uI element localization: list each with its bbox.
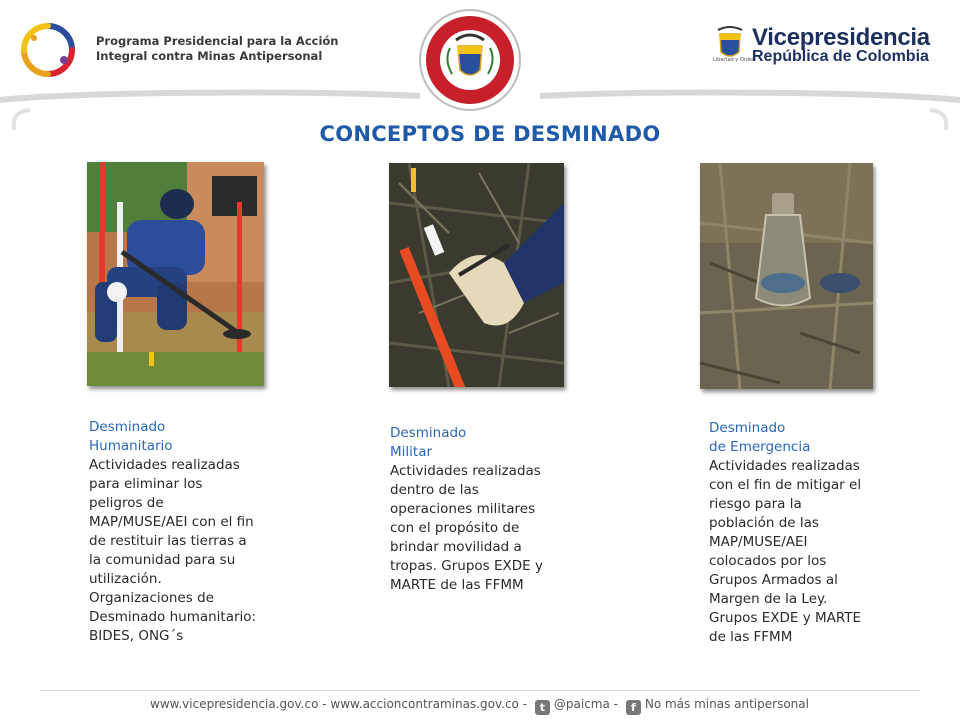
- program-line-1: Programa Presidencial para la Acción: [96, 34, 339, 48]
- twitter-icon[interactable]: t: [535, 700, 550, 715]
- colombia-seal-icon: [418, 8, 522, 112]
- footer-divider: [40, 690, 920, 691]
- footer: [150, 697, 809, 715]
- footer-link-vicepresidencia[interactable]: www.vicepresidencia.gov.co: [150, 697, 319, 711]
- column-title-line2: Humanitario: [89, 438, 173, 454]
- column-title-line1: Desminado: [390, 425, 467, 441]
- vice-subtitle: República de Colombia: [752, 48, 929, 65]
- column-title-line1: Desminado: [709, 420, 786, 436]
- column-emergency: [709, 419, 871, 647]
- vice-motto: Libertad y Orden: [713, 57, 756, 63]
- footer-separator: -: [322, 697, 327, 711]
- facebook-icon[interactable]: f: [626, 700, 641, 715]
- photo-military-demining: [389, 163, 564, 387]
- vice-title: Vicepresidencia: [752, 24, 930, 51]
- column-body: Actividades realizadas dentro de las operaciones militares con el propósito de brindar movilidad a tropas. Grupos EXDE y MARTE de las FFMM: [390, 463, 543, 593]
- footer-facebook-page[interactable]: No más minas antipersonal: [644, 697, 809, 711]
- column-humanitarian: [89, 418, 259, 646]
- column-body: Actividades realizadas con el fin de mitigar el riesgo para la población de las MAP/MUSE/AEI colocados por los Grupos Armados al Margen de la Ley. Grupos EXDE y MARTE de las FFMM: [709, 458, 862, 645]
- photo-humanitarian-demining: [87, 162, 264, 386]
- footer-link-accioncontraminas[interactable]: www.accioncontraminas.gov.co: [330, 697, 519, 711]
- column-title-line2: Militar: [390, 444, 433, 460]
- column-body: Actividades realizadas para eliminar los peligros de MAP/MUSE/AEI con el fin de restituir las tierras a la comunidad para su utilización. Organizaciones de Desminado humanitario: BIDES, ONG´s: [89, 457, 257, 644]
- column-military: [390, 424, 558, 595]
- photo-emergency-demining: [700, 163, 873, 389]
- program-name: [96, 34, 338, 64]
- program-line-2: Integral contra Minas Antipersonal: [96, 49, 323, 63]
- page-title: CONCEPTOS DE DESMINADO: [319, 122, 661, 146]
- footer-twitter-handle[interactable]: @paicma: [553, 697, 610, 711]
- footer-separator: -: [522, 697, 528, 711]
- column-title-line2: de Emergencia: [709, 439, 811, 455]
- paicma-logo-icon: [18, 20, 78, 80]
- column-title-line1: Desminado: [89, 419, 166, 435]
- footer-separator: -: [613, 697, 619, 711]
